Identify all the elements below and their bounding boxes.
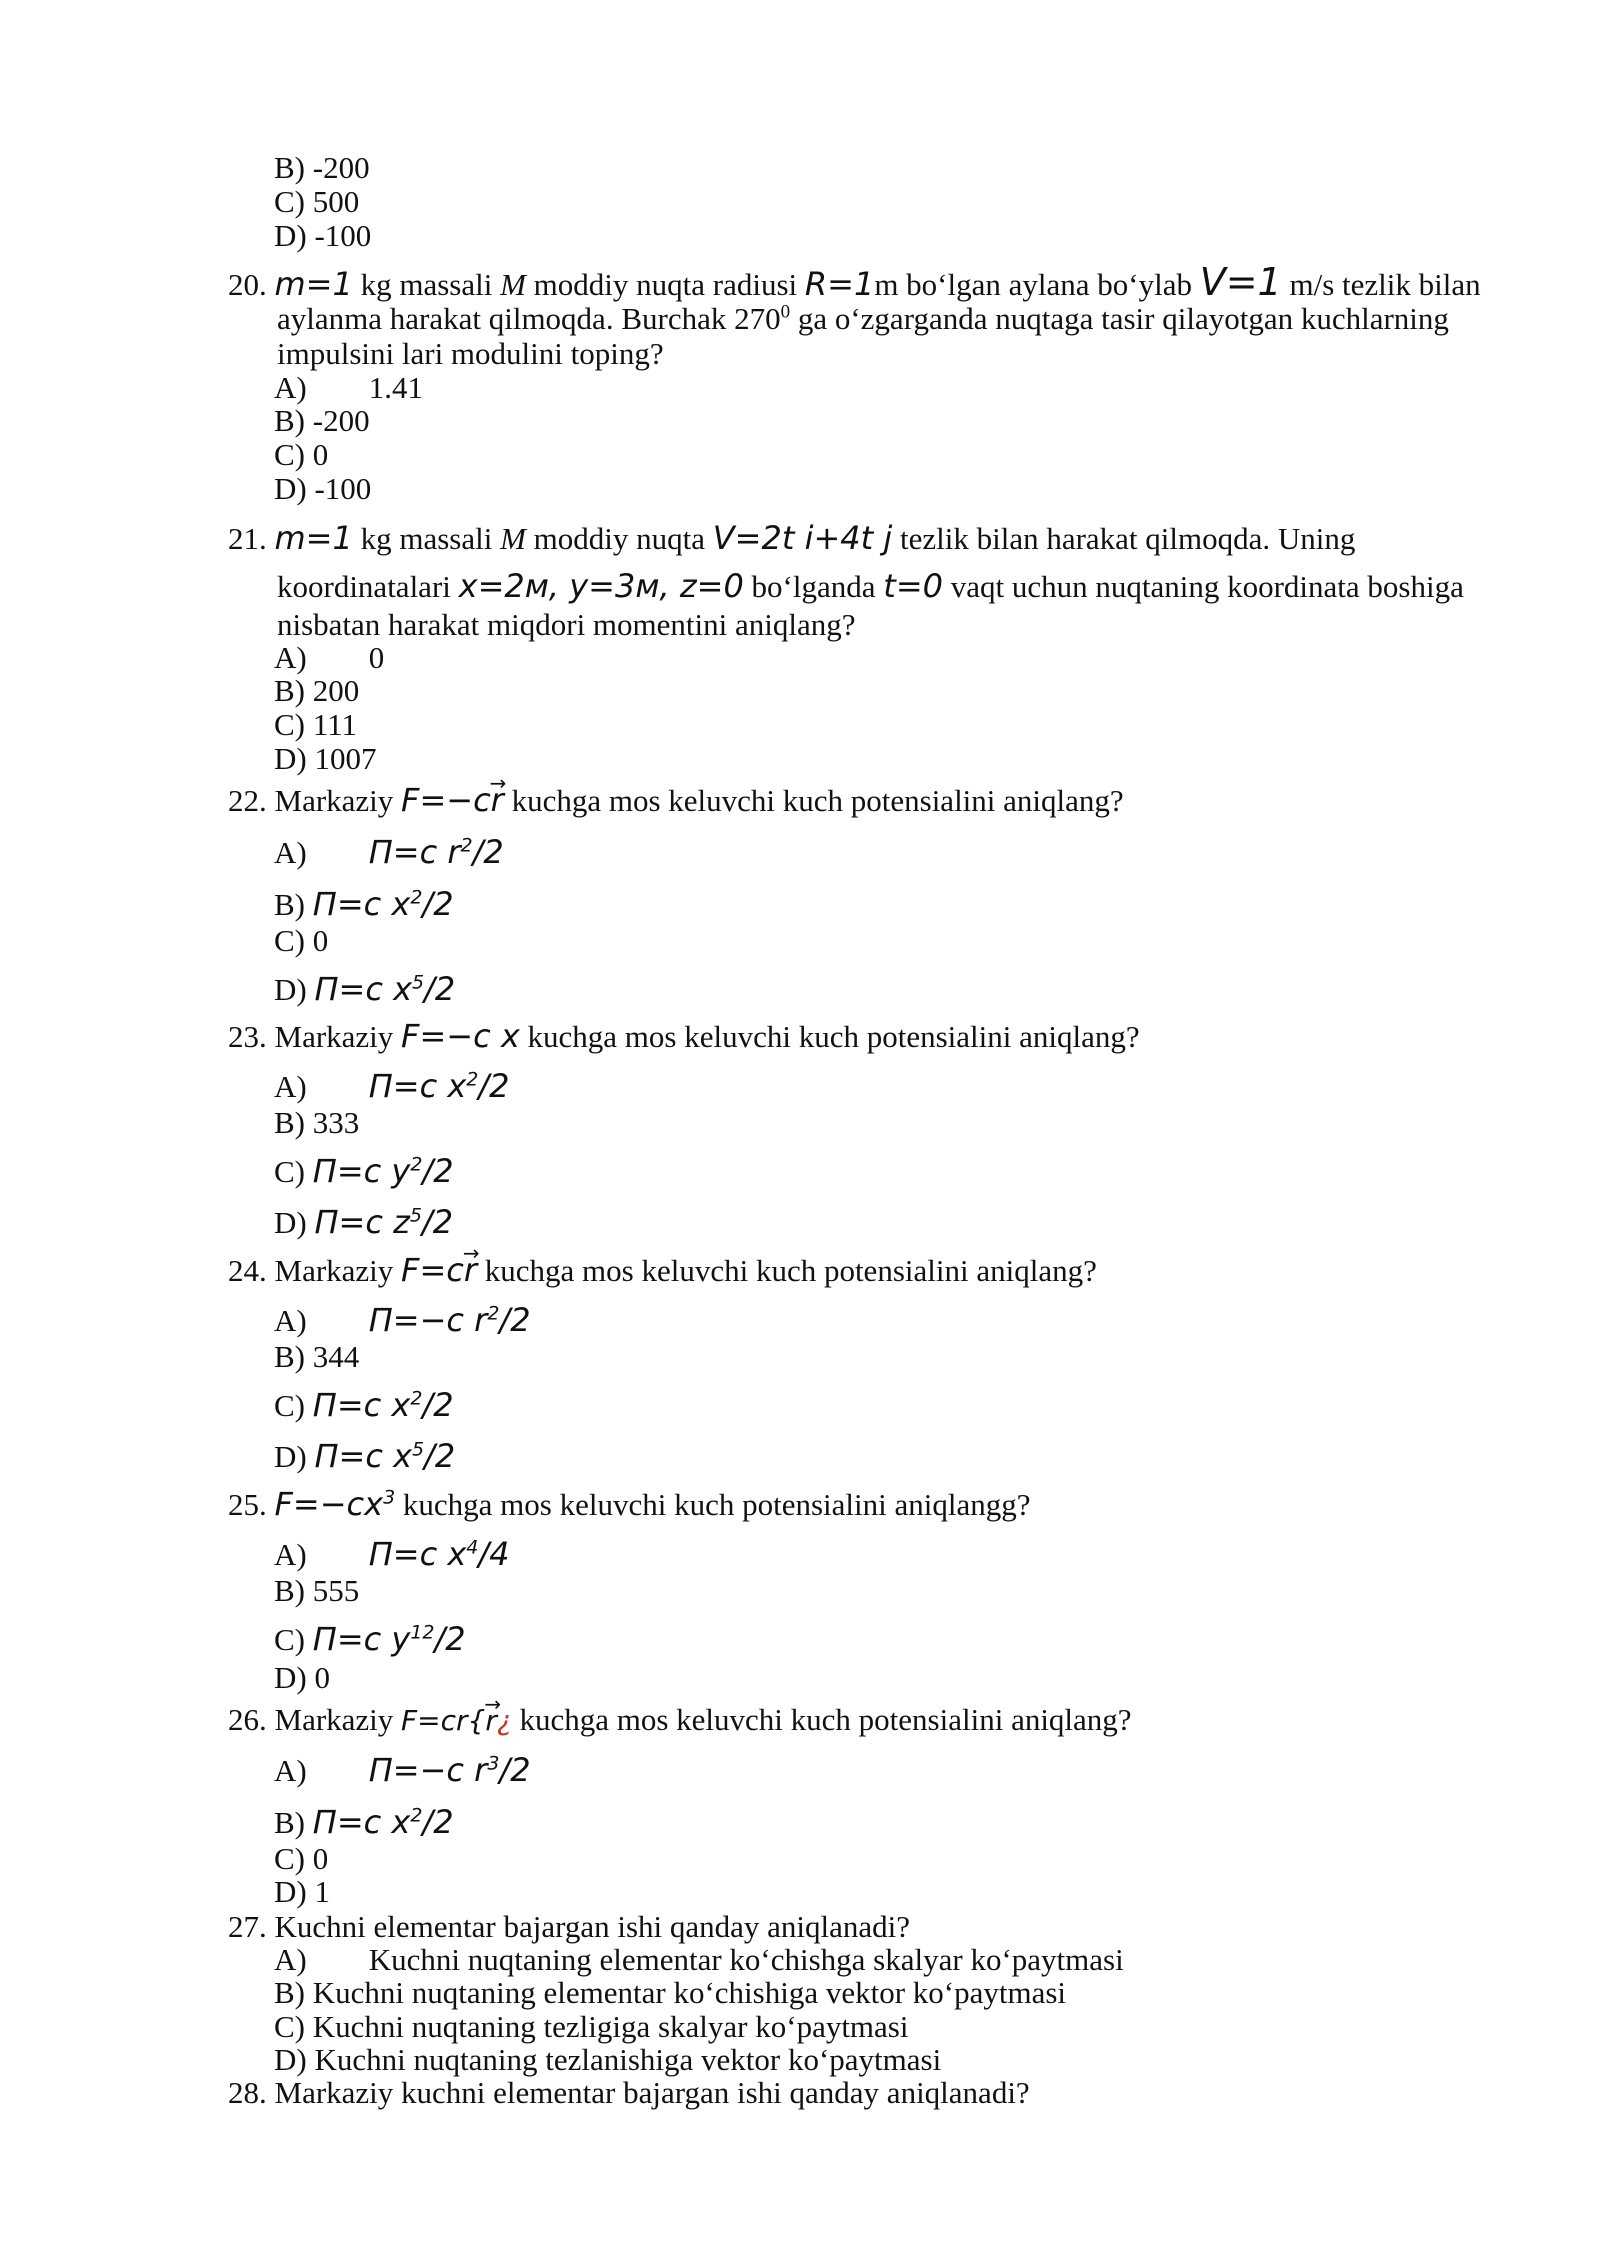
q26-number: 26. Markaziy: [228, 1702, 402, 1737]
q27-option-b: B) Kuchni nuqtaning elementar ko‘chishiga vektor ko‘paytmasi: [274, 1975, 1067, 2010]
q21-mass-formula: m=1: [274, 519, 353, 557]
q27-option-a: [274, 1942, 1124, 1978]
q20-text: m bo‘lgan aylana bo‘ylab: [874, 267, 1200, 302]
q21-coordinates-formula: x=2м, y=3м, z=0: [458, 567, 744, 605]
formula-exponent: 2: [410, 1804, 423, 1827]
q21-line-2: [277, 568, 1464, 605]
q21-text: tezlik bilan harakat qilmoqda. Uning: [892, 521, 1356, 556]
q25-option-c: [274, 1621, 466, 1658]
option-label: A): [274, 640, 307, 675]
q20-velocity-formula: V=1: [1199, 260, 1282, 304]
option-formula: [314, 970, 455, 1008]
formula-exponent: 5: [412, 1438, 425, 1461]
q20-line-1: [228, 260, 1481, 304]
q21-line-3: nisbatan harakat miqdori momentini aniqlang?: [277, 607, 856, 642]
q21-line-1: [228, 520, 1355, 557]
q25-force-formula: [275, 1485, 396, 1523]
option-formula: [313, 1620, 466, 1658]
option-label: C): [274, 1154, 305, 1189]
option-formula: [313, 1152, 454, 1190]
formula-base: Π=c x: [368, 1067, 467, 1105]
formula-exponent: 2: [487, 1302, 500, 1325]
formula-exponent: 12: [410, 1621, 435, 1644]
q21-option-c: C) 111: [274, 707, 357, 742]
formula-exponent: 2: [466, 1068, 479, 1091]
q23-line: [228, 1018, 1140, 1055]
q20-option-c: C) 0: [274, 437, 329, 472]
q26-radius-vector: → r: [485, 1703, 497, 1739]
option-label: A): [274, 1537, 307, 1572]
formula-exponent: 5: [409, 1204, 422, 1227]
formula-base: Π=c x: [314, 970, 413, 1008]
option-label: A): [274, 1753, 307, 1788]
q20-text: moddiy nuqta radiusi: [525, 267, 805, 302]
option-label: C): [274, 1622, 305, 1657]
formula-exponent: 2: [410, 1387, 423, 1410]
q21-point-name: M: [500, 521, 526, 556]
q22-option-c: C) 0: [274, 923, 329, 958]
q24-text: kuchga mos keluvchi kuch potensialini aniqlang?: [477, 1253, 1097, 1288]
q24-number: 24. Markaziy: [228, 1253, 402, 1288]
option-label: A): [274, 1942, 307, 1977]
q20-line-2: [277, 301, 1449, 337]
formula-base: Π=c x: [312, 1803, 411, 1841]
formula-tail: /2: [424, 970, 456, 1008]
formula-base: Π=c x: [312, 1386, 411, 1424]
q25-number: 25.: [228, 1487, 275, 1522]
option-formula: [313, 1386, 454, 1424]
q21-time-formula: t=0: [883, 567, 943, 605]
q23-force-formula: F=−c x: [401, 1017, 520, 1055]
formula-base: Π=c z: [314, 1203, 410, 1241]
formula-tail: /4: [478, 1535, 510, 1573]
formula-base: Π=c x: [312, 885, 411, 923]
q22-radius-vector: → r: [491, 782, 504, 818]
q26-option-a: [274, 1752, 531, 1789]
q26-option-d: D) 1: [274, 1874, 330, 1909]
option-value: 1.41: [368, 370, 423, 405]
q20-option-d: D) -100: [274, 471, 372, 506]
q21-text: vaqt uchun nuqtaning koordinata boshiga: [942, 569, 1464, 604]
q27-option-d: D) Kuchni nuqtaning tezlanishiga vektor ko‘paytmasi: [274, 2042, 942, 2077]
q20-degree: 0: [780, 301, 791, 323]
option-formula: [369, 1535, 510, 1573]
formula-tail: /2: [422, 1152, 454, 1190]
formula-base: Π=c r: [368, 833, 461, 871]
q23-option-c: [274, 1153, 454, 1190]
q22-line: [228, 782, 1124, 819]
q23-option-a: [274, 1068, 510, 1105]
q23-text: kuchga mos keluvchi kuch potensialini aniqlang?: [519, 1019, 1140, 1054]
option-value: Kuchni nuqtaning elementar ko‘chishga skalyar ko‘paytmasi: [368, 1942, 1124, 1977]
q24-option-c: [274, 1387, 454, 1424]
q24-force-formula: F=c: [401, 1251, 464, 1289]
formula-base: Π=c x: [314, 1437, 413, 1475]
formula-base: Π=−c r: [368, 1751, 488, 1789]
option-formula: [369, 1751, 531, 1789]
formula-base: Π=c y: [312, 1620, 411, 1658]
option-label: A): [274, 1303, 307, 1338]
option-label: A): [274, 370, 307, 405]
q26-option-c: C) 0: [274, 1841, 329, 1876]
q24-option-d: [274, 1438, 455, 1475]
q22-text: kuchga mos keluvchi kuch potensialini aniqlang?: [503, 783, 1124, 818]
q20-text: aylanma harakat qilmoqda. Burchak 270: [277, 301, 781, 336]
q24-radius-vector: → r: [464, 1252, 477, 1288]
formula-tail: /2: [422, 1386, 454, 1424]
option-label: C): [274, 1388, 305, 1423]
option-label: D): [274, 972, 307, 1007]
q25-option-a: [274, 1536, 510, 1573]
q23-number: 23. Markaziy: [228, 1019, 402, 1054]
q20-text: ga o‘zgarganda nuqtaga tasir qilayotgan kuchlarning: [790, 301, 1449, 336]
q26-force-formula: F=cr{: [401, 1704, 486, 1737]
q21-text: kg massali: [360, 521, 501, 556]
formula-exponent: 4: [466, 1536, 479, 1559]
q24-option-b: B) 344: [274, 1339, 360, 1374]
q25-option-d: D) 0: [274, 1660, 330, 1695]
formula-tail: /2: [422, 1203, 454, 1241]
q20-text: m/s tezlik bilan: [1281, 267, 1481, 302]
q25-text: kuchga mos keluvchi kuch potensialini aniqlangg?: [395, 1487, 1031, 1522]
q21-option-a: [274, 640, 384, 676]
q20-radius-formula: R=1: [804, 265, 875, 303]
formula-tail: /2: [478, 1067, 510, 1105]
q25-line: [228, 1486, 1031, 1523]
option-formula: [313, 1803, 454, 1841]
q21-option-d: D) 1007: [274, 741, 377, 776]
formula-base: Π=c x: [368, 1535, 467, 1573]
formula-base: F=−cx: [274, 1485, 384, 1523]
formula-exponent: 3: [383, 1486, 396, 1509]
option-formula: [313, 885, 454, 923]
option-formula: [369, 1067, 510, 1105]
q19-option-d: D) -100: [274, 218, 372, 253]
q22-number: 22. Markaziy: [228, 783, 402, 818]
formula-tail: /2: [499, 1301, 531, 1339]
option-value: 0: [368, 640, 385, 675]
q21-text: koordinatalari: [277, 569, 459, 604]
option-label: A): [274, 835, 307, 870]
q20-option-a: [274, 370, 423, 406]
q21-number: 21.: [228, 521, 267, 556]
formula-tail: /2: [499, 1751, 531, 1789]
option-label: B): [274, 887, 305, 922]
q20-point-name: M: [500, 267, 526, 302]
option-formula: [314, 1437, 455, 1475]
q23-option-b: B) 333: [274, 1105, 360, 1140]
option-formula: [369, 1301, 531, 1339]
q22-force-formula: F=−c: [401, 781, 491, 819]
formula-base: Π=−c r: [368, 1301, 488, 1339]
option-formula: [369, 833, 504, 871]
q26-broken-symbol: ¿: [496, 1704, 512, 1737]
q28-question: 28. Markaziy kuchni elementar bajargan ishi qanday aniqlanadi?: [228, 2075, 1030, 2110]
formula-base: Π=c y: [312, 1152, 411, 1190]
q20-text: kg massali: [352, 267, 501, 302]
formula-tail: /2: [472, 833, 504, 871]
option-formula: [314, 1203, 453, 1241]
q19-option-b: B) -200: [274, 150, 370, 185]
q24-line: [228, 1252, 1097, 1289]
q19-option-c: C) 500: [274, 184, 360, 219]
option-label: A): [274, 1069, 307, 1104]
q22-option-a: [274, 834, 504, 871]
q24-option-a: [274, 1302, 531, 1339]
formula-exponent: 3: [487, 1752, 500, 1775]
q27-option-c: C) Kuchni nuqtaning tezligiga skalyar ko‘paytmasi: [274, 2009, 909, 2044]
q22-option-b: [274, 886, 454, 923]
q27-question: 27. Kuchni elementar bajargan ishi qanday aniqlanadi?: [228, 1909, 911, 1944]
q26-text: kuchga mos keluvchi kuch potensialini aniqlang?: [511, 1702, 1132, 1737]
q20-mass-formula: m=1: [274, 265, 353, 303]
q21-text: bo‘lganda: [743, 569, 884, 604]
option-label: D): [274, 1439, 307, 1474]
option-label: D): [274, 1205, 307, 1240]
q21-option-b: B) 200: [274, 673, 360, 708]
formula-tail: /2: [422, 885, 454, 923]
formula-exponent: 2: [410, 886, 423, 909]
formula-tail: /2: [424, 1437, 456, 1475]
formula-tail: /2: [434, 1620, 466, 1658]
q20-option-b: B) -200: [274, 403, 370, 438]
formula-tail: /2: [422, 1803, 454, 1841]
q26-line: [228, 1702, 1132, 1739]
q22-option-d: [274, 971, 455, 1008]
option-label: B): [274, 1805, 305, 1840]
formula-exponent: 2: [460, 834, 473, 857]
q21-velocity-formula: V=2t i+4t j: [712, 519, 893, 557]
formula-exponent: 5: [412, 971, 425, 994]
q20-number: 20.: [228, 267, 267, 302]
formula-exponent: 2: [410, 1153, 423, 1176]
q25-option-b: B) 555: [274, 1573, 360, 1608]
q23-option-d: [274, 1204, 453, 1241]
q21-text: moddiy nuqta: [525, 521, 713, 556]
q20-line-3: impulsini lari modulini toping?: [277, 336, 664, 371]
q26-option-b: [274, 1804, 454, 1841]
